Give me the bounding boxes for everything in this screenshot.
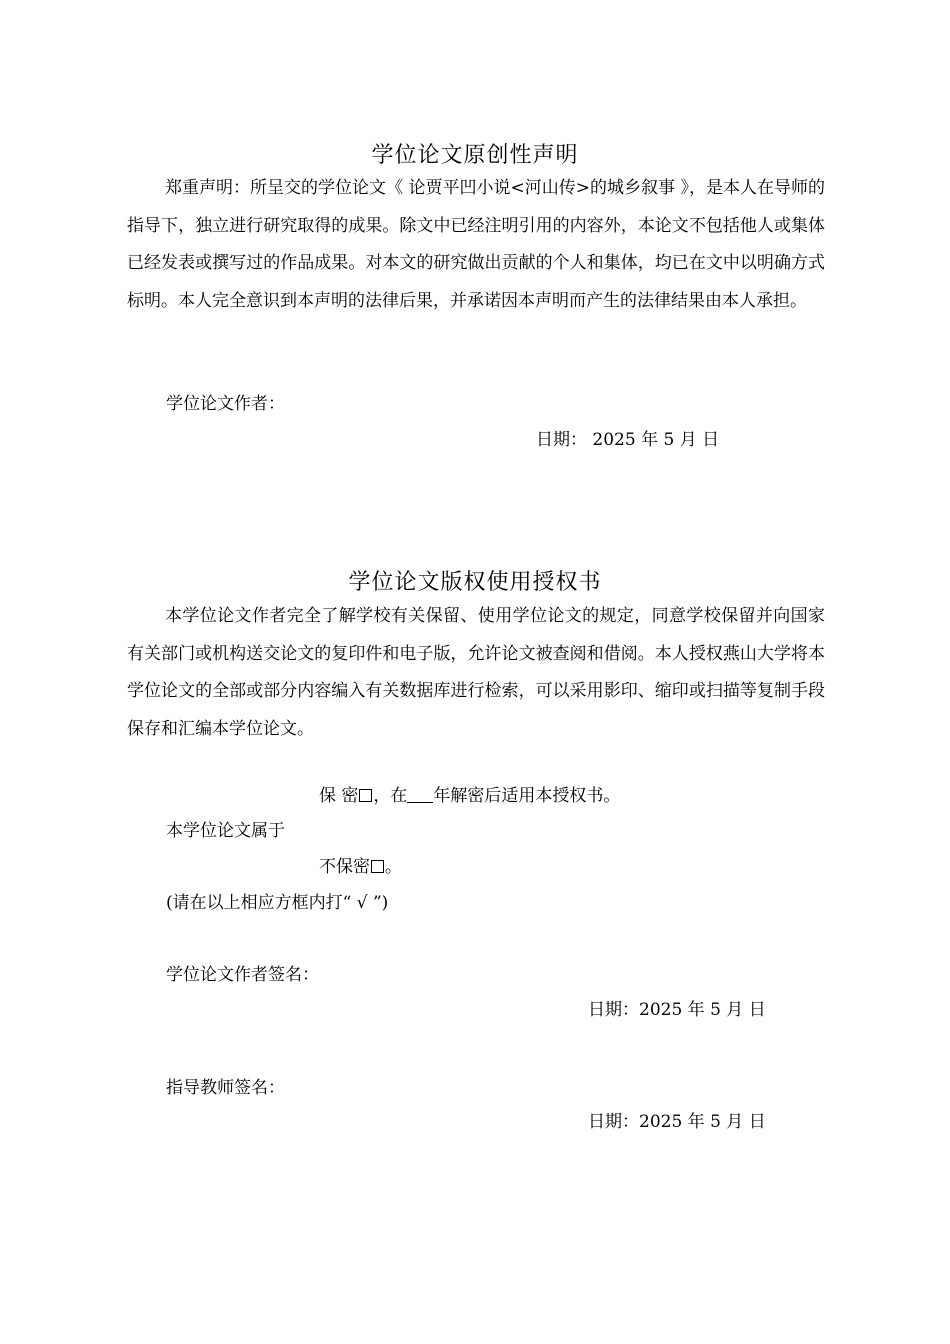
declaration-text: 郑重声明：所呈交的学位论文《 论贾平凹小说<河山传>的城乡叙事 》，是本人在导师的指导下，独立进行研究取得的成果。除文中已经注明引用的内容外，本论文不包括他人或集体已经发表或撰写过的作品成果。对本文的研究做出贡献的个人和集体，均已在文中以明确方式标明。本人完全意识到本声明的法律后果，并承诺因本声明而产生的法律结果由本人承担。 bbox=[127, 178, 825, 311]
advisor-sign-label: 指导教师签名： bbox=[166, 1078, 285, 1098]
authorization-title: 学位论文版权使用授权书 bbox=[348, 570, 602, 595]
not-secret-suffix: 。 bbox=[385, 857, 402, 877]
declaration-body bbox=[127, 170, 825, 320]
secret-mid: ，在 bbox=[373, 786, 408, 806]
not-secret-label: 不保密 bbox=[319, 857, 370, 877]
belongs-label: 本学位论文属于 bbox=[166, 821, 285, 841]
secret-suffix: 年解密后适用本授权书。 bbox=[433, 786, 621, 806]
declaration-author-label: 学位论文作者： bbox=[166, 394, 285, 414]
secret-label: 保 密 bbox=[319, 786, 359, 806]
declaration-title: 学位论文原创性声明 bbox=[371, 143, 579, 168]
secret-option bbox=[319, 784, 620, 808]
declaration-date: 日期： 2025 年 5 月 日 bbox=[536, 430, 720, 450]
not-secret-checkbox[interactable] bbox=[371, 860, 384, 873]
authorization-text: 本学位论文作者完全了解学校有关保留、使用学位论文的规定，同意学校保留并向国家有关部门或机构送交论文的复印件和电子版，允许论文被查阅和借阅。本人授权燕山大学将本学位论文的全部或部分内容编入有关数据库进行检索，可以采用影印、缩印或扫描等复制手段保存和汇编本学位论文。 bbox=[127, 606, 825, 739]
not-secret-option bbox=[319, 855, 402, 879]
secret-checkbox[interactable] bbox=[359, 789, 372, 802]
checkbox-instruction: (请在以上相应方框内打“ √ ”) bbox=[166, 893, 389, 913]
author-sign-date: 日期：2025 年 5 月 日 bbox=[588, 1000, 766, 1020]
author-sign-label: 学位论文作者签名： bbox=[166, 965, 319, 985]
advisor-sign-date: 日期：2025 年 5 月 日 bbox=[588, 1112, 766, 1132]
years-blank[interactable] bbox=[407, 788, 433, 803]
authorization-body bbox=[127, 598, 825, 748]
